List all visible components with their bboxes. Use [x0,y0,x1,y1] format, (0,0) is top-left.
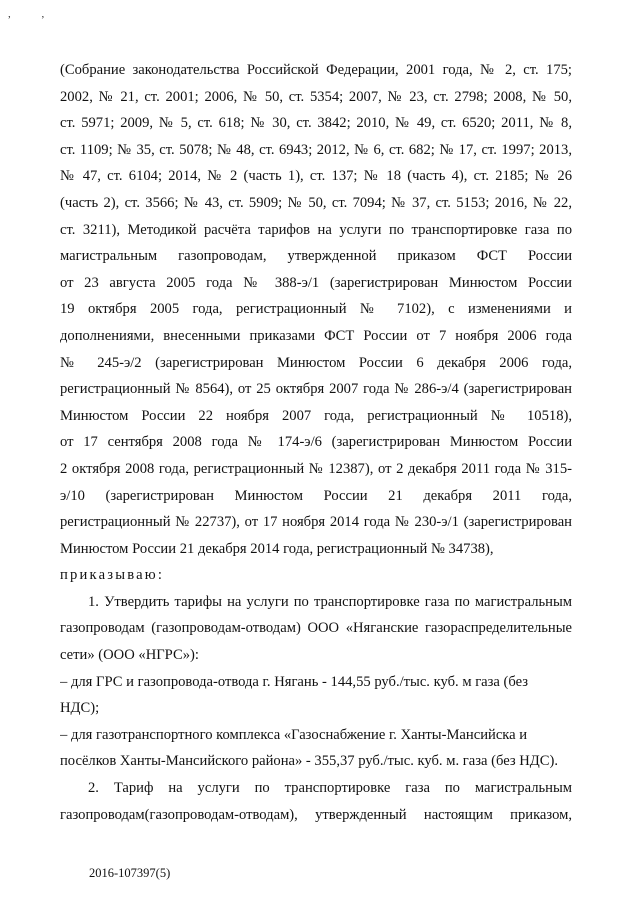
text-line: Минюстом России 21 декабря 2014 года, регистрационный № 34738), [60,540,494,557]
text-line: Минюстом России 22 ноября 2007 года, регистрационный № 10518), [60,407,572,424]
list-item: – для ГРС и газопровода-отвода г. Нягань - 144,55 руб./тыс. куб. м газа (без [60,673,529,690]
footer-code: 2016-107397(5) [89,866,171,880]
text-line: № 245-э/2 (зарегистрирован Минюстом России 6 декабря 2006 года, [60,354,572,371]
text-line: (часть 2), ст. 3566; № 43, ст. 5909; № 50, ст. 7094; № 37, ст. 5153; 2016, № 22, [60,194,572,211]
text-line: ст. 5971; 2009, № 5, ст. 618; № 30, ст. 3842; 2010, № 49, ст. 6520; 2011, № 8, [60,115,572,132]
text-line: от 17 сентября 2008 года № 174-э/6 (зарегистрирован Минюстом России [60,434,572,451]
order-heading: приказываю: [60,567,165,584]
text-line: № 47, ст. 6104; 2014, № 2 (часть 1), ст. 137; № 18 (часть 4), ст. 2185; № 26 [60,168,572,185]
list-item: – для газотранспортного комплекса «Газоснабжение г. Ханты-Мансийска и [60,726,528,743]
text-line: посёлков Ханты-Мансийского района» - 355,37 руб./тыс. куб. м. газа (без НДС). [60,753,559,770]
text-line: (Собрание законодательства Российской Федерации, 2001 года, № 2, ст. 175; [60,62,572,78]
text-line: 2002, № 21, ст. 2001; 2006, № 50, ст. 5354; 2007, № 23, ст. 2798; 2008, № 50, [60,88,572,105]
text-line: ст. 1109; № 35, ст. 5078; № 48, ст. 6943; 2012, № 6, ст. 682; № 17, ст. 1997; 2013, [60,141,572,158]
text-line: НДС); [60,700,100,717]
text-line: 1. Утвердить тарифы на услуги по транспортировке газа по магистральным [88,593,572,610]
text-line: 2 октября 2008 года, регистрационный № 12387), от 2 декабря 2011 года № 315- [60,460,572,477]
text-line: ст. 3211), Методикой расчёта тарифов на услуги по транспортировке газа по [60,221,572,238]
text-line: газопроводам (газопроводам-отводам) ООО «Няганские газораспределительные [60,620,572,637]
text-line: э/10 (зарегистрирован Минюстом России 21 декабря 2011 года, [60,487,572,504]
text-line: от 23 августа 2005 года № 388-э/1 (зарегистрирован Минюстом России [60,274,572,291]
text-line: газопроводам(газопроводам-отводам), утвержденный настоящим приказом, [60,806,572,823]
text-line: 2. Тариф на услуги по транспортировке газа по магистральным [88,780,572,797]
document-body [60,57,572,828]
text-line: сети» (ООО «НГРС»): [60,647,199,664]
corner-marks: , , [8,8,59,20]
text-line: дополнениями, внесенными приказами ФСТ России от 7 ноября 2006 года [60,327,572,344]
text-line: 19 октября 2005 года, регистрационный № 7102), с изменениями и [60,301,572,318]
text-line: регистрационный № 22737), от 17 ноября 2014 года № 230-э/1 (зарегистрирован [60,514,572,531]
text-line: регистрационный № 8564), от 25 октября 2007 года № 286-э/4 (зарегистрирован [60,381,572,398]
text-line: магистральным газопроводам, утвержденной приказом ФСТ России [60,248,572,265]
